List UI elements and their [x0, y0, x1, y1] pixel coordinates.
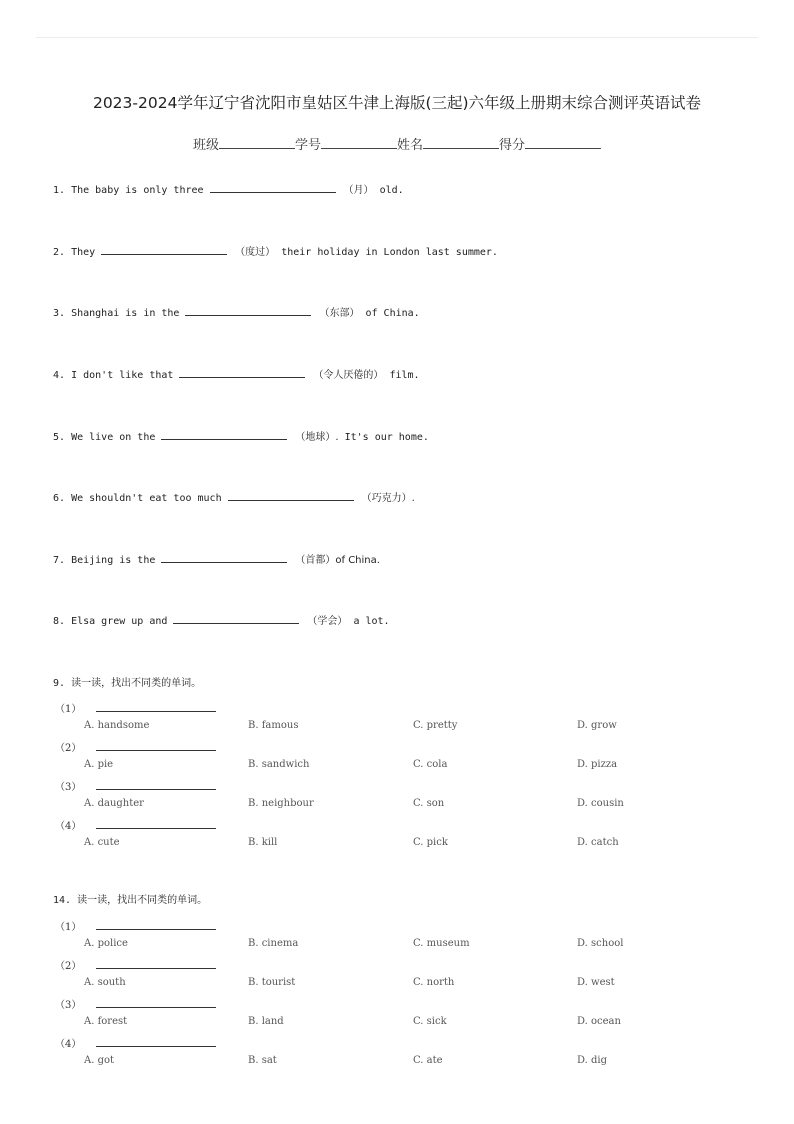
class-label: 班级	[192, 138, 219, 153]
question-hint: （学会）	[307, 616, 348, 627]
option-a[interactable]: A. forest	[84, 1016, 128, 1027]
question-number: 5.	[53, 432, 66, 443]
answer-blank[interactable]	[96, 789, 216, 790]
answer-blank[interactable]	[161, 552, 287, 563]
class-blank[interactable]	[219, 134, 295, 149]
option-a[interactable]: A. south	[84, 977, 126, 988]
question-7	[53, 551, 380, 566]
option-d[interactable]: D. grow	[577, 720, 617, 731]
option-c[interactable]: C. pick	[413, 837, 448, 848]
option-c[interactable]: C. ate	[413, 1055, 443, 1066]
option-a[interactable]: A. got	[84, 1055, 115, 1066]
question-4	[53, 366, 420, 381]
option-a[interactable]: A. police	[84, 938, 128, 949]
student-id-label: 学号	[294, 138, 321, 153]
answer-blank[interactable]	[96, 929, 216, 930]
question-5	[53, 428, 429, 443]
page-title: 2023-2024学年辽宁省沈阳市皇姑区牛津上海版(三起)六年级上册期末综合测评英语试卷	[92, 94, 702, 112]
option-d[interactable]: D. catch	[577, 837, 619, 848]
option-d[interactable]: D. ocean	[577, 1016, 621, 1027]
student-id-blank[interactable]	[321, 134, 397, 149]
score-label: 得分	[499, 138, 526, 153]
question-text-before: Beijing is the	[71, 555, 156, 566]
answer-blank[interactable]	[96, 1007, 216, 1008]
question-text-before: Elsa grew up and	[71, 616, 168, 627]
section-instruction: 读一读，找出不同类的单词。	[77, 895, 208, 906]
question-text-after: their holiday in London last summer.	[281, 247, 498, 258]
sub-question-label: （3）	[55, 1000, 82, 1011]
question-hint: （巧克力）.	[361, 493, 415, 504]
option-c[interactable]: C. sick	[413, 1016, 447, 1027]
section-number: 14.	[53, 895, 72, 906]
option-b[interactable]: B. neighbour	[248, 798, 314, 809]
option-a[interactable]: A. daughter	[84, 798, 144, 809]
option-d[interactable]: D. west	[577, 977, 615, 988]
student-info-row	[0, 134, 794, 153]
option-c[interactable]: C. son	[413, 798, 445, 809]
option-a[interactable]: A. pie	[84, 759, 114, 770]
question-number: 4.	[53, 370, 66, 381]
question-2	[53, 243, 498, 258]
question-text-before: They	[71, 247, 96, 258]
answer-blank[interactable]	[161, 429, 287, 440]
option-d[interactable]: D. cousin	[577, 798, 624, 809]
question-3	[53, 304, 420, 319]
question-6	[53, 489, 415, 504]
option-a[interactable]: A. cute	[84, 837, 120, 848]
question-hint: （首都）of China.	[295, 555, 380, 566]
sub-question-label: （2）	[55, 961, 82, 972]
option-b[interactable]: B. sat	[248, 1055, 277, 1066]
option-c[interactable]: C. museum	[413, 938, 470, 949]
answer-blank[interactable]	[96, 828, 216, 829]
question-1	[53, 181, 404, 196]
question-text-before: I don't like that	[71, 370, 174, 381]
question-text-after: film.	[389, 370, 420, 381]
option-b[interactable]: B. famous	[248, 720, 299, 731]
answer-blank[interactable]	[179, 367, 305, 378]
question-number: 7.	[53, 555, 66, 566]
question-text-before: The baby is only three	[71, 185, 204, 196]
question-number: 8.	[53, 616, 66, 627]
sub-question-label: （1）	[55, 704, 82, 715]
question-hint: （地球）.	[295, 432, 339, 443]
question-hint: （月）	[343, 185, 374, 196]
question-text-before: We live on the	[71, 432, 156, 443]
option-b[interactable]: B. tourist	[248, 977, 296, 988]
question-8	[53, 612, 390, 627]
option-b[interactable]: B. cinema	[248, 938, 299, 949]
name-blank[interactable]	[423, 134, 499, 149]
question-number: 3.	[53, 308, 66, 319]
question-text-before: We shouldn't eat too much	[71, 493, 222, 504]
section-instruction: 读一读，找出不同类的单词。	[71, 678, 202, 689]
option-d[interactable]: D. school	[577, 938, 624, 949]
answer-blank[interactable]	[228, 490, 354, 501]
question-text-after: a lot.	[353, 616, 390, 627]
option-b[interactable]: B. kill	[248, 837, 278, 848]
answer-blank[interactable]	[173, 613, 299, 624]
answer-blank[interactable]	[96, 711, 216, 712]
score-blank[interactable]	[525, 134, 601, 149]
sub-question-label: （3）	[55, 782, 82, 793]
option-c[interactable]: C. north	[413, 977, 455, 988]
top-rule	[36, 37, 758, 38]
section-number: 9.	[53, 678, 66, 689]
sub-question-label: （4）	[55, 821, 82, 832]
question-text-before: Shanghai is in the	[71, 308, 180, 319]
question-number: 2.	[53, 247, 66, 258]
section-14-heading	[53, 891, 207, 906]
sub-question-label: （4）	[55, 1039, 82, 1050]
question-number: 6.	[53, 493, 66, 504]
question-hint: （东部）	[319, 308, 360, 319]
option-b[interactable]: B. sandwich	[248, 759, 310, 770]
option-c[interactable]: C. cola	[413, 759, 448, 770]
question-hint: （令人厌倦的）	[313, 370, 384, 381]
option-b[interactable]: B. land	[248, 1016, 284, 1027]
sub-question-label: （2）	[55, 743, 82, 754]
section-9-heading	[53, 674, 201, 689]
sub-question-label: （1）	[55, 922, 82, 933]
question-text-after: It's our home.	[344, 432, 429, 443]
answer-blank[interactable]	[96, 1046, 216, 1047]
answer-blank[interactable]	[96, 968, 216, 969]
option-d[interactable]: D. pizza	[577, 759, 618, 770]
question-number: 1.	[53, 185, 66, 196]
answer-blank[interactable]	[185, 305, 311, 316]
option-d[interactable]: D. dig	[577, 1055, 608, 1066]
name-label: 姓名	[397, 138, 424, 153]
option-a[interactable]: A. handsome	[84, 720, 150, 731]
question-text-after: old.	[379, 185, 404, 196]
question-hint: （度过）	[235, 247, 276, 258]
option-c[interactable]: C. pretty	[413, 720, 458, 731]
answer-blank[interactable]	[210, 182, 336, 193]
answer-blank[interactable]	[101, 244, 227, 255]
answer-blank[interactable]	[96, 750, 216, 751]
question-text-after: of China.	[365, 308, 420, 319]
